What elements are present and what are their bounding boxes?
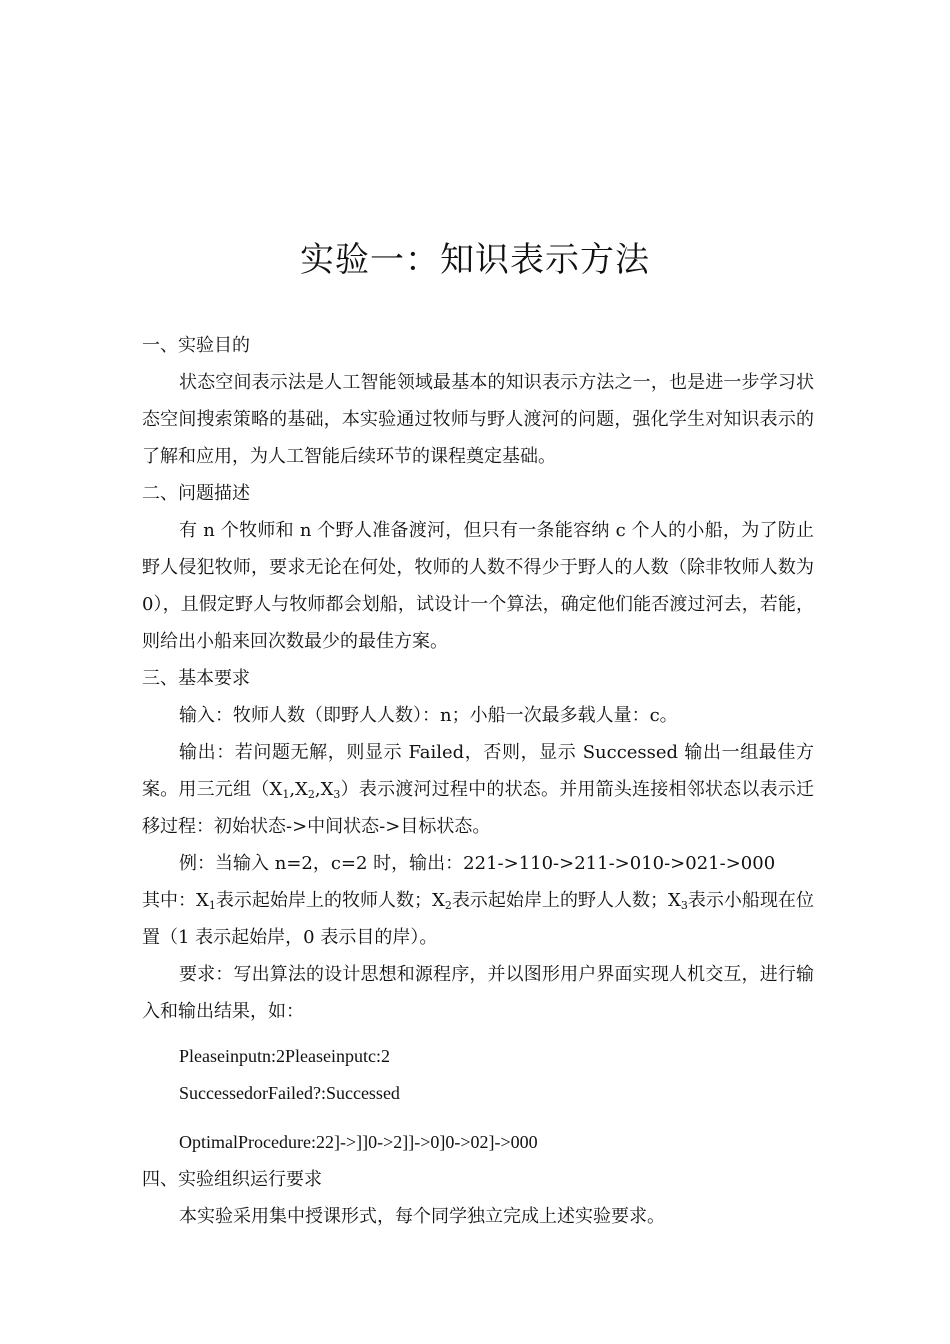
section-requirements [142, 660, 814, 1030]
section-organization [142, 1161, 814, 1235]
section-heading-problem: 二、问题描述 [142, 483, 250, 504]
where-text-d: 表示小船现在位置（1 表示起始岸，0 表示目的岸）。 [142, 890, 814, 948]
section-problem [142, 475, 814, 660]
output-text-a: 输出：若问题无解，则显示 Failed，否则，显示 Successed 输出一组最佳方案。用三元组（X [142, 742, 814, 800]
sample-line-result: SuccessedorFailed?:Successed [179, 1083, 400, 1103]
sample-output [142, 1038, 814, 1112]
section-purpose [142, 327, 814, 475]
output-text-c: ,X [314, 779, 334, 800]
where-paragraph [142, 882, 814, 956]
x1-subscript: 1 [282, 788, 290, 801]
where-text-c: 表示起始岸上的野人人数；X [451, 890, 681, 911]
x2-subscript: 2 [307, 788, 315, 801]
section-heading-requirements: 三、基本要求 [142, 668, 250, 689]
where-text-b: 表示起始岸上的牧师人数；X [215, 890, 445, 911]
where-x1-subscript: 1 [208, 899, 216, 912]
where-x3-subscript: 3 [680, 899, 688, 912]
example-line: 例：当输入 n=2，c=2 时，输出：221->110->211->010->021->000 [179, 853, 776, 874]
section-heading-organization: 四、实验组织运行要求 [142, 1169, 322, 1190]
requirement-paragraph: 要求：写出算法的设计思想和源程序，并以图形用户界面实现人机交互，进行输入和输出结果，如： [142, 964, 814, 1022]
sample-output-procedure [142, 1124, 814, 1161]
output-paragraph [142, 734, 814, 845]
problem-paragraph: 有 n 个牧师和 n 个野人准备渡河，但只有一条能容纳 c 个人的小船，为了防止野人侵犯牧师，要求无论在何处，牧师的人数不得少于野人的人数（除非牧师人数为 0），且假定野人与牧师都会划船，试设计一个算法，确定他们能否渡过河去，若能，则给出小船来回次数最少的最佳方案。 [142, 520, 814, 652]
organization-paragraph: 本实验采用集中授课形式，每个同学独立完成上述实验要求。 [179, 1206, 665, 1227]
where-x2-subscript: 2 [444, 899, 452, 912]
x3-subscript: 3 [333, 788, 341, 801]
section-heading-purpose: 一、实验目的 [142, 335, 250, 356]
output-text-b: ,X [289, 779, 308, 800]
input-paragraph: 输入：牧师人数（即野人人数）：n；小船一次最多载人量：c。 [179, 705, 678, 726]
purpose-paragraph: 状态空间表示法是人工智能领域最基本的知识表示方法之一，也是进一步学习状态空间搜索策略的基础，本实验通过牧师与野人渡河的问题，强化学生对知识表示的了解和应用，为人工智能后续环节的课程奠定基础。 [142, 372, 814, 467]
where-text-a: 其中：X [142, 890, 209, 911]
sample-line-procedure: OptimalProcedure:22]->]]0->2]]->0]0->02]->000 [179, 1132, 538, 1152]
output-text-d: ）表示渡河过程中的状态。并用箭头连接相邻状态以表示迁移过程：初始状态->中间状态->目标状态。 [142, 779, 814, 837]
sample-line-input: Pleaseinputn:2Pleaseinputc:2 [179, 1046, 390, 1066]
document-title: 实验一：知识表示方法 [300, 240, 650, 280]
